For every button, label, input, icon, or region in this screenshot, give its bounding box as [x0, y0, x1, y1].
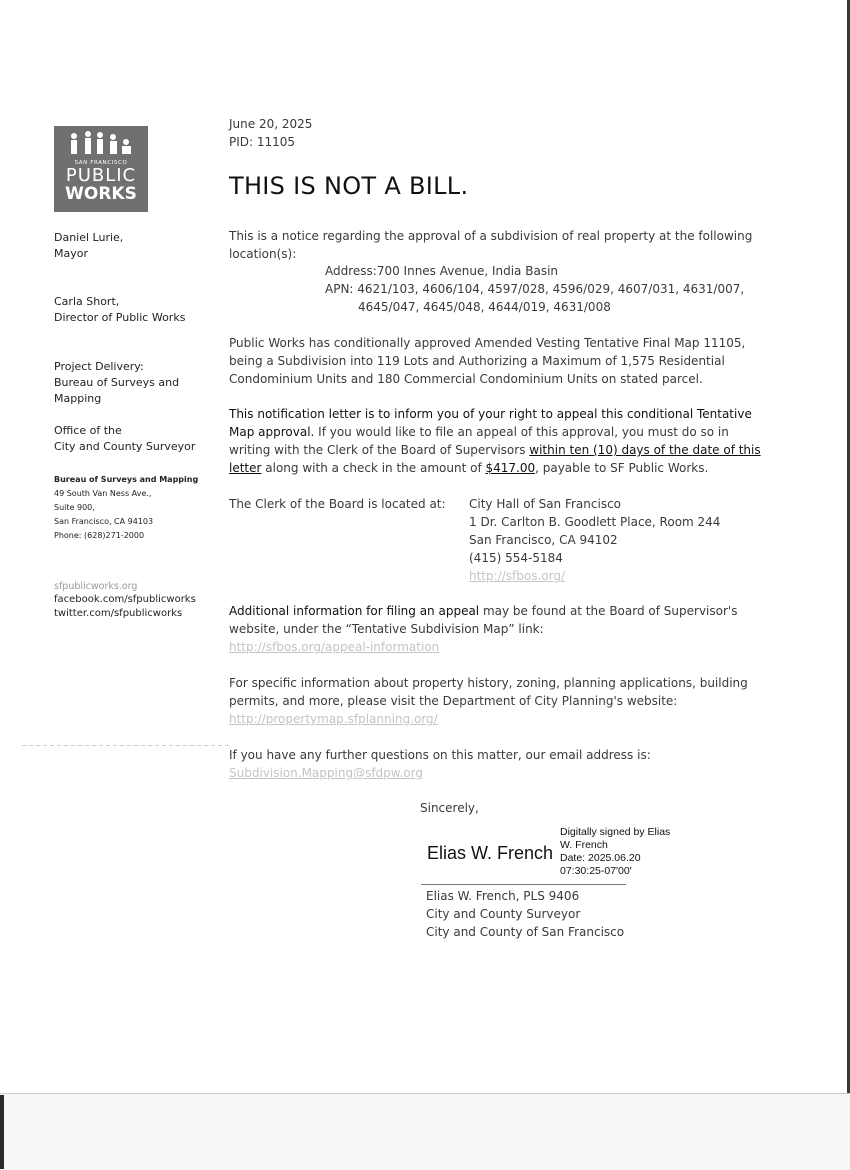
clerk-website-link[interactable]: http://sfbos.org/: [469, 569, 565, 583]
appeal-info-link[interactable]: http://sfbos.org/appeal-information: [229, 640, 440, 654]
intro-paragraph: [229, 227, 752, 263]
notice-line-4-end: , payable to SF Public Works.: [535, 461, 709, 475]
notice-line-3-pre: writing with the Clerk of the Board of Supervisors: [229, 443, 530, 457]
clerk-label: The Clerk of the Board is located at:: [229, 497, 446, 511]
planning-line-2: permits, and more, please visit the Department of City Planning's website:: [229, 694, 678, 708]
notice-line-1: This notification letter is to inform you of your right to appeal this conditional Tentative: [229, 407, 752, 421]
signature-line: [421, 884, 626, 885]
signer-title: City and County Surveyor: [426, 907, 581, 921]
logo-city-text: SAN FRANCISCO: [74, 160, 128, 166]
intro-line-2: location(s):: [229, 247, 297, 261]
scan-fold-line: [22, 745, 232, 746]
director-title: Director of Public Works: [54, 311, 186, 324]
bureau-phone: Phone: (628)271-2000: [54, 531, 145, 540]
appeal-notice-paragraph: [229, 405, 761, 477]
office-line-1: Office of the: [54, 424, 122, 437]
workers-figures-icon: [66, 130, 136, 160]
approval-line-3: Condominium Units and 180 Commercial Condominium Units on stated parcel.: [229, 372, 703, 386]
notice-line-4-mid: along with a check in the amount of: [261, 461, 486, 475]
digital-signature-line-4: 07:30:25-07'00': [560, 865, 632, 877]
planning-link[interactable]: http://propertymap.sfplanning.org/: [229, 712, 438, 726]
logo-public-text: PUBLIC: [65, 165, 137, 186]
bureau-address-2: Suite 900,: [54, 503, 95, 512]
social-links: [54, 593, 196, 621]
planning-line-1: For specific information about property history, zoning, planning applications, building: [229, 676, 748, 690]
mayor-name: Daniel Lurie,: [54, 231, 124, 244]
digital-signature-block: [560, 826, 670, 878]
appeal-info-bold: Additional information for filing an appeal: [229, 604, 480, 618]
apn-line-1: APN: 4621/103, 4606/104, 4597/028, 4596/029, 4607/031, 4631/007,: [325, 282, 745, 296]
property-address: Address:700 Innes Avenue, India Basin: [325, 264, 559, 278]
office-line-2: City and County Surveyor: [54, 440, 196, 453]
approval-paragraph: [229, 334, 745, 388]
mayor-title: Mayor: [54, 247, 88, 260]
signer-name: Elias W. French, PLS 9406: [426, 889, 580, 903]
bureau-contact-block: [54, 473, 198, 543]
division-line-3: Mapping: [54, 392, 102, 405]
division-block: [54, 359, 179, 407]
planning-paragraph: [229, 674, 748, 728]
logo-works-text: WORKS: [65, 184, 137, 204]
signer-organization: City and County of San Francisco: [426, 925, 625, 939]
notice-line-2: [229, 423, 761, 441]
facebook-link[interactable]: facebook.com/sfpublicworks: [54, 594, 196, 605]
approval-line-1: Public Works has conditionally approved Amended Vesting Tentative Final Map 11105,: [229, 336, 746, 350]
digital-signature-line-1: Digitally signed by Elias: [560, 826, 671, 838]
clerk-phone: (415) 554-5184: [469, 551, 563, 565]
office-block: [54, 423, 195, 455]
director-name: Carla Short,: [54, 295, 120, 308]
apn-line-2: 4645/047, 4645/048, 4644/019, 4631/008: [358, 300, 611, 314]
appeal-fee-amount: $417.00: [485, 461, 536, 475]
intro-line-1: This is a notice regarding the approval of a subdivision of real property at the following: [229, 229, 753, 243]
digital-signature-line-3: Date: 2025.06.20: [560, 852, 641, 864]
appeal-info-paragraph: [229, 602, 737, 656]
notice-line-2-rest: If you would like to file an appeal of this approval, you must do so in: [314, 425, 729, 439]
appeal-info-line-1: [229, 602, 737, 620]
notice-line-3: [229, 441, 761, 459]
questions-paragraph: [229, 746, 651, 782]
clerk-address-2: 1 Dr. Carlton B. Goodlett Place, Room 244: [469, 515, 721, 529]
signature-name: Elias W. French: [427, 843, 554, 863]
letter-pid: PID: 11105: [229, 135, 296, 149]
appeal-info-line-2: website, under the “Tentative Subdivision Map” link:: [229, 622, 544, 636]
contact-email-link[interactable]: Subdivision.Mapping@sfdpw.org: [229, 766, 423, 780]
website-link[interactable]: sfpublicworks.org: [54, 581, 138, 592]
notice-bold-text: Map approval.: [229, 425, 315, 439]
closing: Sincerely,: [420, 801, 479, 815]
clerk-address-1: City Hall of San Francisco: [469, 497, 622, 511]
clerk-address-3: San Francisco, CA 94102: [469, 533, 618, 547]
twitter-link[interactable]: twitter.com/sfpublicworks: [54, 608, 183, 619]
public-works-logo: [54, 126, 148, 212]
clerk-address-block: [469, 495, 720, 585]
deadline-text-end: letter: [229, 461, 262, 475]
bureau-name: Bureau of Surveys and Mapping: [54, 475, 199, 484]
division-line-1: Project Delivery:: [54, 360, 144, 373]
approval-line-2: being a Subdivision into 119 Lots and Authorizing a Maximum of 1,575 Residential: [229, 354, 725, 368]
scan-margin-bottom: [0, 1093, 850, 1170]
director-block: [54, 294, 185, 326]
signer-block: [426, 887, 624, 941]
questions-line: If you have any further questions on this matter, our email address is:: [229, 748, 651, 762]
letter-header: [229, 115, 312, 151]
letter-title: THIS IS NOT A BILL.: [229, 172, 469, 200]
digital-signature-line-2: W. French: [560, 839, 608, 851]
bureau-address-3: San Francisco, CA 94103: [54, 517, 154, 526]
bureau-address-1: 49 South Van Ness Ave.,: [54, 489, 152, 498]
deadline-text: within ten (10) days of the date of this: [529, 443, 761, 457]
scan-edge-left: [0, 1095, 4, 1169]
division-line-2: Bureau of Surveys and: [54, 376, 180, 389]
notice-line-4: [229, 459, 761, 477]
mayor-block: [54, 230, 123, 262]
appeal-info-rest: may be found at the Board of Supervisor's: [479, 604, 738, 618]
letter-date: June 20, 2025: [229, 117, 313, 131]
